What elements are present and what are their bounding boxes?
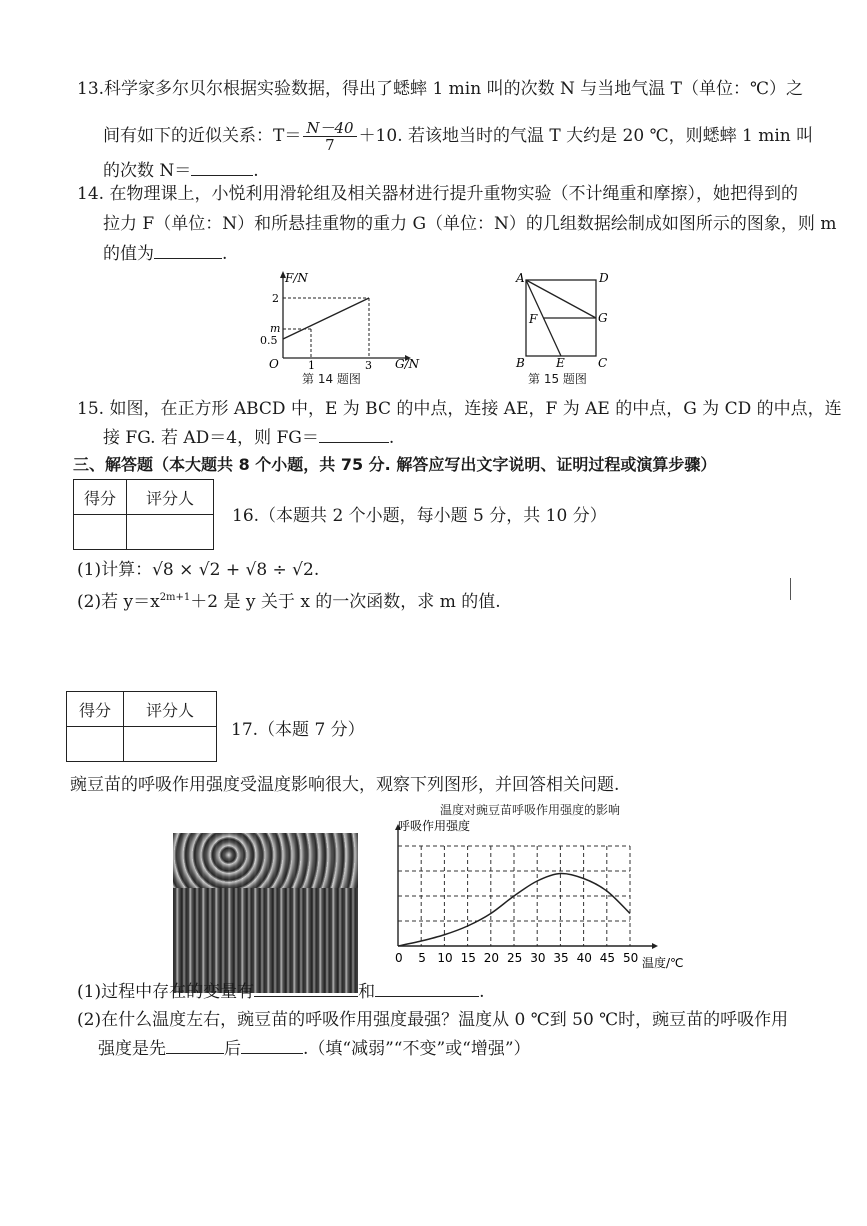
score-cell[interactable] [67, 727, 124, 762]
q17-part1-pre: (1)过程中存在的变量有 [77, 982, 255, 1002]
x-tick-label: 30 [530, 951, 546, 965]
fig14-ytick-m: m [270, 322, 281, 335]
q16-title: 16.（本题共 2 个小题，每小题 5 分，共 10 分） [232, 506, 607, 526]
x-tick-label: 0 [395, 951, 403, 965]
fig15-square [510, 270, 610, 370]
x-tick-label: 35 [553, 951, 569, 965]
x-tick-label: 25 [507, 951, 523, 965]
chart-title: 温度对豌豆苗呼吸作用强度的影响 [440, 803, 621, 817]
fig15-label-e: E [556, 356, 565, 370]
q16-part2-post: ＋2 是 y 关于 x 的一次函数，求 m 的值. [190, 592, 501, 612]
q16-part1: (1)计算：√8 × √2 + √8 ÷ √2. [77, 560, 320, 580]
x-tick-label: 45 [599, 951, 616, 965]
q17-part2-line1: (2)在什么温度左右，豌豆苗的呼吸作用强度最强？温度从 0 ℃到 50 ℃时，豌豆苗的呼吸作用 [77, 1010, 789, 1030]
q17-blank-variable2[interactable] [375, 982, 479, 997]
x-axis-arrow [652, 943, 658, 949]
q15-line2 [103, 428, 394, 448]
section3-heading: 三、解答题（本大题共 8 个小题，共 75 分. 解答应写出文字说明、证明过程或演算步骤） [73, 455, 717, 474]
q13-line2-post: ＋10. 若该地当时的气温 T 大约是 20 ℃，则蟋蟀 1 min 叫 [358, 126, 814, 146]
q14-line3 [103, 244, 227, 264]
q13-line1: 13.科学家多尔贝尔根据实验数据，得出了蟋蟀 1 min 叫的次数 N 与当地气温 T（单位：℃）之 [77, 79, 804, 99]
score-cell[interactable] [74, 515, 127, 550]
q15-line1: 15. 如图，在正方形 ABCD 中，E 为 BC 的中点，连接 AE，F 为 AE 的中点，G 为 CD 的中点，连 [77, 399, 842, 419]
respiration-chart [370, 816, 700, 976]
margin-mark [790, 578, 793, 600]
score-label: 得分 [74, 480, 127, 515]
fig14-ytick-05: 0.5 [260, 334, 278, 347]
fig14-caption: 第 14 题图 [302, 372, 361, 386]
grader-cell[interactable] [124, 727, 217, 762]
x-tick-label: 50 [623, 951, 639, 965]
q14-answer-blank[interactable] [154, 244, 222, 259]
y-axis-label: 呼吸作用强度 [398, 819, 471, 833]
fig14-ytick-2: 2 [272, 292, 279, 305]
q15-line2-text: 接 FG. 若 AD＝4，则 FG＝ [103, 428, 319, 448]
fig14-y-label: F/N [285, 271, 308, 285]
q13-line2 [103, 120, 813, 153]
q17-part1-end: . [479, 982, 485, 1002]
fig14-xtick-1: 1 [308, 359, 315, 372]
fig14-line [283, 298, 369, 339]
q16-exponent: 2m+1 [159, 592, 191, 603]
q13-line3 [103, 161, 259, 181]
x-tick-label: 20 [483, 951, 500, 965]
fig15-caption: 第 15 题图 [528, 372, 587, 386]
x-tick-label: 10 [437, 951, 453, 965]
q13-line2-pre: 间有如下的近似关系：T＝ [103, 126, 302, 146]
q15-answer-blank[interactable] [319, 428, 389, 443]
fig15-label-d: D [599, 271, 609, 285]
q17-part1 [77, 982, 485, 1002]
q14-line3-text: 的值为 [103, 244, 154, 264]
q16-part2-pre: (2)若 y＝x [77, 592, 160, 612]
grader-label: 评分人 [127, 480, 214, 515]
grader-label: 评分人 [124, 692, 217, 727]
fig15-label-c: C [598, 356, 608, 370]
q13-line3-text: 的次数 N＝ [103, 161, 192, 181]
fig14-graph [255, 268, 420, 372]
q17-part2-line2 [98, 1039, 531, 1059]
q17-blank-then[interactable] [241, 1039, 303, 1054]
q13-line3-end: . [253, 161, 259, 181]
q14-line1: 14. 在物理课上，小悦利用滑轮组及相关器材进行提升重物实验（不计绳重和摩擦），她把得到的 [77, 184, 798, 204]
q13-frac-den: 7 [325, 136, 335, 154]
score-label: 得分 [67, 692, 124, 727]
q14-line3-end: . [222, 244, 228, 264]
q17-part2-pre: 强度是先 [98, 1039, 166, 1059]
score-table-16 [73, 479, 214, 550]
q13-fraction [303, 120, 356, 153]
q17-part2-end: .（填“减弱”“不变”或“增强”） [303, 1039, 531, 1059]
q17-blank-variable1[interactable] [254, 982, 358, 997]
q14-line2: 拉力 F（单位：N）和所悬挂重物的重力 G（单位：N）的几组数据绘制成如图所示的图象，则 m [103, 214, 837, 234]
score-table-17 [66, 691, 217, 762]
q13-answer-blank[interactable] [191, 161, 253, 176]
q17-intro: 豌豆苗的呼吸作用强度受温度影响很大，观察下列图形，并回答相关问题. [70, 775, 620, 795]
grader-cell[interactable] [127, 515, 214, 550]
x-tick-label: 5 [418, 951, 426, 965]
q15-line2-end: . [388, 428, 395, 448]
fig14-xtick-3: 3 [365, 359, 372, 372]
q17-part1-mid: 和 [358, 982, 376, 1002]
fig15-label-b: B [516, 356, 525, 370]
fig15-label-f: F [529, 312, 538, 326]
x-tick-label: 40 [576, 951, 592, 965]
fig14-origin: O [269, 357, 279, 371]
q17-part2-mid: 后 [224, 1039, 241, 1059]
q17-title: 17.（本题 7 分） [231, 720, 365, 740]
fig15-label-a: A [516, 271, 525, 285]
q17-blank-first[interactable] [166, 1039, 224, 1054]
pea-seedlings-photo [173, 833, 358, 993]
x-tick-label: 15 [460, 951, 476, 965]
q13-frac-num: N－40 [303, 120, 356, 137]
fig15-label-g: G [598, 311, 608, 325]
q16-part2 [77, 588, 501, 612]
x-axis-label: 温度/℃ [642, 956, 684, 970]
fig14-x-label: G/N [395, 357, 420, 371]
